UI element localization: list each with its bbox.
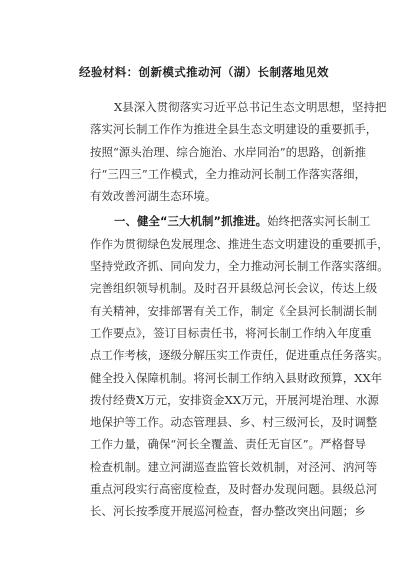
section-1-line-14: 长、河长按季度开展巡河检查，督办整改突出问题；乡 bbox=[90, 504, 366, 519]
section-1-line-3: 坚持党政齐抓、同向发力，全力推动河长制工作落实落细。 bbox=[90, 259, 389, 274]
section-1-line-9: 拨付经费X万元，安排资金XX万元，开展河堤治理、水源 bbox=[90, 392, 379, 407]
section-1-line-12: 检查机制。建立河湖巡查监管长效机制，对泾河、汭河等 bbox=[90, 459, 378, 474]
section-1-heading: 一、健全“三大机制”抓推进。 bbox=[114, 214, 268, 229]
section-1-line-10: 地保护等工作。动态管理县、乡、村三级河长，及时调整 bbox=[90, 415, 378, 430]
intro-line-3: 按照“源头治理、综合施治、水岸同治”的思路，创新推 bbox=[90, 144, 367, 159]
section-1-first-line-text: 始终把落实河长制工 bbox=[267, 214, 371, 229]
document-title: 经验材料：创新模式推动河（湖）长制落地见效 bbox=[79, 65, 329, 79]
section-1-line-8: 健全投入保障机制。将河长制工作纳入县财政预算，XX年 bbox=[90, 370, 383, 385]
section-1-line-13: 重点河段实行高密度检查，及时督办发现问题。县级总河 bbox=[90, 482, 378, 497]
intro-line-2: 落实河长制工作作为推进全县生态文明建设的重要抓手， bbox=[90, 122, 378, 137]
document-body bbox=[90, 96, 389, 523]
section-1-line-6: 工作要点》，签订目标责任书，将河长制工作纳入年度重 bbox=[90, 325, 372, 340]
section-1-line-5: 有关精神，安排部署有关工作，制定《全县河长制湖长制 bbox=[90, 303, 378, 318]
section-1-line-7: 点工作考核，逐级分解压实工作责任，促进重点任务落实。 bbox=[90, 348, 389, 363]
intro-line-1: X县深入贯彻落实习近平总书记生态文明思想，坚持把 bbox=[114, 100, 387, 114]
intro-line-4: 行“三四三”工作模式，全力推动河长制工作落实落细， bbox=[90, 166, 367, 181]
section-1-line-2: 作作为贯彻绿色发展理念、推进生态文明建设的重要抓手， bbox=[90, 236, 389, 251]
section-1-line-11: 工作力量，确保“河长全覆盖、责任无盲区”。严格督导 bbox=[90, 437, 367, 452]
intro-paragraph bbox=[90, 96, 387, 207]
section-1-first-line bbox=[90, 210, 371, 232]
section-1-paragraph bbox=[90, 210, 389, 522]
intro-line-5: 有效改善河湖生态环境。 bbox=[90, 189, 217, 204]
section-1-line-4: 完善组织领导机制。及时召开县级总河长会议，传达上级 bbox=[90, 281, 378, 296]
